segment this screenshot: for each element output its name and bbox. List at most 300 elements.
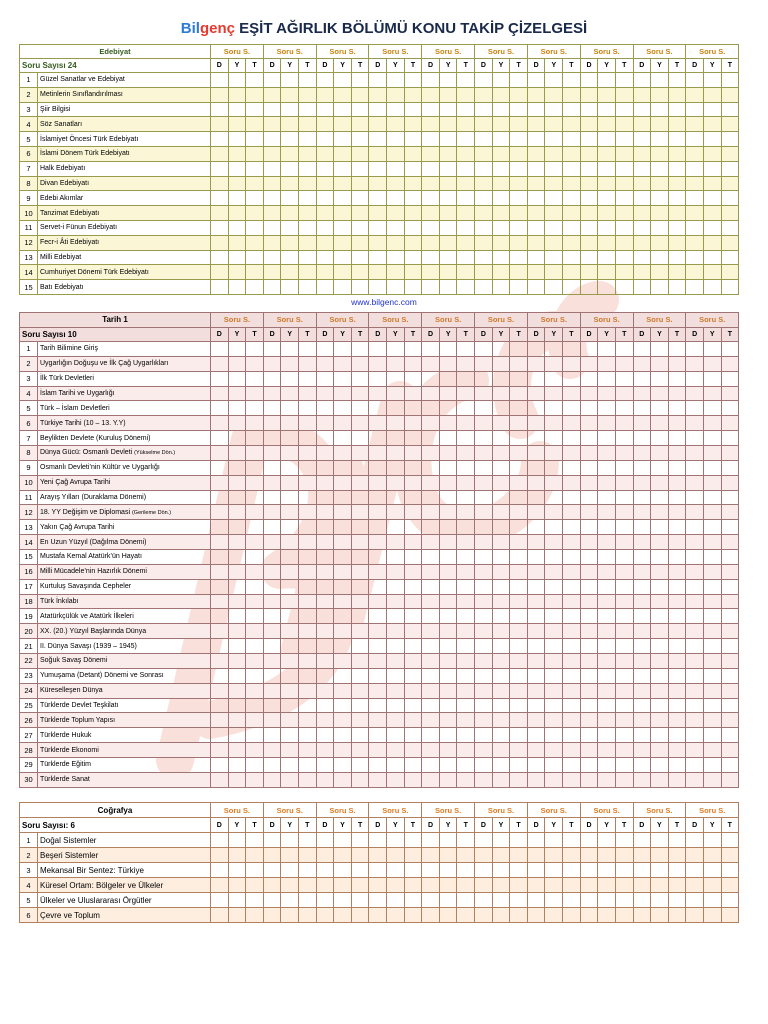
tracking-cell[interactable] [686,863,704,878]
tracking-cell[interactable] [439,505,457,520]
tracking-cell[interactable] [246,431,264,446]
tracking-cell[interactable] [422,609,440,624]
tracking-cell[interactable] [334,161,352,176]
tracking-cell[interactable] [246,490,264,505]
tracking-cell[interactable] [651,206,669,221]
tracking-cell[interactable] [615,550,633,565]
tracking-cell[interactable] [615,250,633,265]
tracking-cell[interactable] [545,356,563,371]
tracking-cell[interactable] [211,401,229,416]
tracking-cell[interactable] [263,908,281,923]
tracking-cell[interactable] [563,132,581,147]
tracking-cell[interactable] [633,579,651,594]
tracking-cell[interactable] [721,654,739,669]
tracking-cell[interactable] [615,833,633,848]
tracking-cell[interactable] [527,639,545,654]
tracking-cell[interactable] [510,550,528,565]
tracking-cell[interactable] [545,176,563,191]
tracking-cell[interactable] [351,683,369,698]
tracking-cell[interactable] [527,460,545,475]
tracking-cell[interactable] [228,446,246,461]
tracking-cell[interactable] [299,535,317,550]
tracking-cell[interactable] [351,191,369,206]
tracking-cell[interactable] [211,146,229,161]
tracking-cell[interactable] [228,743,246,758]
tracking-cell[interactable] [668,848,686,863]
tracking-cell[interactable] [527,102,545,117]
tracking-cell[interactable] [316,176,334,191]
tracking-cell[interactable] [598,550,616,565]
tracking-cell[interactable] [404,446,422,461]
tracking-cell[interactable] [492,475,510,490]
tracking-cell[interactable] [580,505,598,520]
tracking-cell[interactable] [492,371,510,386]
tracking-cell[interactable] [263,235,281,250]
tracking-cell[interactable] [439,863,457,878]
tracking-cell[interactable] [369,624,387,639]
tracking-cell[interactable] [598,863,616,878]
tracking-cell[interactable] [492,460,510,475]
tracking-cell[interactable] [369,490,387,505]
tracking-cell[interactable] [475,280,493,295]
tracking-cell[interactable] [721,564,739,579]
tracking-cell[interactable] [351,863,369,878]
tracking-cell[interactable] [404,505,422,520]
tracking-cell[interactable] [510,191,528,206]
tracking-cell[interactable] [387,848,405,863]
tracking-cell[interactable] [580,446,598,461]
tracking-cell[interactable] [404,579,422,594]
tracking-cell[interactable] [334,146,352,161]
tracking-cell[interactable] [668,356,686,371]
tracking-cell[interactable] [439,371,457,386]
tracking-cell[interactable] [281,161,299,176]
tracking-cell[interactable] [263,475,281,490]
tracking-cell[interactable] [387,520,405,535]
tracking-cell[interactable] [351,624,369,639]
tracking-cell[interactable] [475,833,493,848]
tracking-cell[interactable] [510,520,528,535]
tracking-cell[interactable] [246,564,264,579]
tracking-cell[interactable] [686,564,704,579]
tracking-cell[interactable] [281,594,299,609]
tracking-cell[interactable] [580,520,598,535]
tracking-cell[interactable] [633,683,651,698]
tracking-cell[interactable] [703,73,721,88]
tracking-cell[interactable] [369,460,387,475]
tracking-cell[interactable] [299,176,317,191]
tracking-cell[interactable] [721,505,739,520]
tracking-cell[interactable] [703,743,721,758]
tracking-cell[interactable] [316,893,334,908]
tracking-cell[interactable] [281,668,299,683]
tracking-cell[interactable] [527,758,545,773]
tracking-cell[interactable] [299,191,317,206]
tracking-cell[interactable] [510,87,528,102]
tracking-cell[interactable] [228,280,246,295]
tracking-cell[interactable] [686,102,704,117]
tracking-cell[interactable] [563,87,581,102]
tracking-cell[interactable] [228,342,246,357]
tracking-cell[interactable] [404,146,422,161]
tracking-cell[interactable] [211,579,229,594]
tracking-cell[interactable] [457,624,475,639]
tracking-cell[interactable] [615,446,633,461]
tracking-cell[interactable] [598,280,616,295]
tracking-cell[interactable] [545,654,563,669]
tracking-cell[interactable] [545,564,563,579]
tracking-cell[interactable] [263,460,281,475]
tracking-cell[interactable] [668,579,686,594]
tracking-cell[interactable] [263,446,281,461]
tracking-cell[interactable] [580,878,598,893]
tracking-cell[interactable] [369,848,387,863]
tracking-cell[interactable] [351,176,369,191]
tracking-cell[interactable] [369,132,387,147]
tracking-cell[interactable] [316,579,334,594]
tracking-cell[interactable] [598,520,616,535]
tracking-cell[interactable] [633,460,651,475]
tracking-cell[interactable] [703,342,721,357]
tracking-cell[interactable] [633,446,651,461]
tracking-cell[interactable] [580,356,598,371]
tracking-cell[interactable] [475,132,493,147]
tracking-cell[interactable] [686,250,704,265]
tracking-cell[interactable] [510,579,528,594]
tracking-cell[interactable] [422,550,440,565]
tracking-cell[interactable] [263,772,281,787]
tracking-cell[interactable] [211,772,229,787]
tracking-cell[interactable] [422,579,440,594]
tracking-cell[interactable] [598,490,616,505]
tracking-cell[interactable] [334,758,352,773]
tracking-cell[interactable] [211,863,229,878]
tracking-cell[interactable] [668,713,686,728]
tracking-cell[interactable] [703,356,721,371]
tracking-cell[interactable] [580,87,598,102]
tracking-cell[interactable] [351,401,369,416]
tracking-cell[interactable] [316,460,334,475]
tracking-cell[interactable] [633,535,651,550]
tracking-cell[interactable] [316,220,334,235]
tracking-cell[interactable] [351,609,369,624]
tracking-cell[interactable] [686,668,704,683]
tracking-cell[interactable] [527,475,545,490]
tracking-cell[interactable] [281,250,299,265]
tracking-cell[interactable] [351,594,369,609]
tracking-cell[interactable] [404,624,422,639]
tracking-cell[interactable] [545,265,563,280]
tracking-cell[interactable] [633,416,651,431]
tracking-cell[interactable] [263,683,281,698]
tracking-cell[interactable] [281,579,299,594]
tracking-cell[interactable] [299,73,317,88]
tracking-cell[interactable] [422,772,440,787]
tracking-cell[interactable] [492,758,510,773]
tracking-cell[interactable] [457,908,475,923]
tracking-cell[interactable] [475,594,493,609]
tracking-cell[interactable] [404,371,422,386]
tracking-cell[interactable] [299,505,317,520]
tracking-cell[interactable] [299,446,317,461]
tracking-cell[interactable] [387,416,405,431]
tracking-cell[interactable] [422,87,440,102]
tracking-cell[interactable] [387,535,405,550]
tracking-cell[interactable] [475,220,493,235]
tracking-cell[interactable] [457,848,475,863]
tracking-cell[interactable] [475,609,493,624]
tracking-cell[interactable] [281,87,299,102]
tracking-cell[interactable] [651,146,669,161]
tracking-cell[interactable] [598,535,616,550]
tracking-cell[interactable] [475,848,493,863]
tracking-cell[interactable] [686,772,704,787]
tracking-cell[interactable] [545,728,563,743]
tracking-cell[interactable] [703,668,721,683]
tracking-cell[interactable] [598,235,616,250]
tracking-cell[interactable] [387,833,405,848]
tracking-cell[interactable] [598,833,616,848]
tracking-cell[interactable] [686,878,704,893]
tracking-cell[interactable] [439,342,457,357]
tracking-cell[interactable] [668,728,686,743]
tracking-cell[interactable] [668,654,686,669]
tracking-cell[interactable] [633,371,651,386]
tracking-cell[interactable] [580,893,598,908]
tracking-cell[interactable] [334,908,352,923]
tracking-cell[interactable] [527,401,545,416]
tracking-cell[interactable] [299,878,317,893]
tracking-cell[interactable] [211,416,229,431]
tracking-cell[interactable] [369,206,387,221]
tracking-cell[interactable] [598,893,616,908]
tracking-cell[interactable] [228,490,246,505]
tracking-cell[interactable] [211,624,229,639]
tracking-cell[interactable] [404,698,422,713]
tracking-cell[interactable] [721,490,739,505]
tracking-cell[interactable] [316,342,334,357]
tracking-cell[interactable] [545,639,563,654]
tracking-cell[interactable] [334,848,352,863]
tracking-cell[interactable] [281,564,299,579]
tracking-cell[interactable] [721,250,739,265]
tracking-cell[interactable] [475,490,493,505]
tracking-cell[interactable] [316,520,334,535]
tracking-cell[interactable] [703,220,721,235]
tracking-cell[interactable] [475,772,493,787]
tracking-cell[interactable] [475,356,493,371]
tracking-cell[interactable] [580,342,598,357]
tracking-cell[interactable] [387,161,405,176]
tracking-cell[interactable] [563,728,581,743]
tracking-cell[interactable] [369,668,387,683]
tracking-cell[interactable] [263,550,281,565]
tracking-cell[interactable] [228,728,246,743]
tracking-cell[interactable] [439,713,457,728]
tracking-cell[interactable] [563,280,581,295]
tracking-cell[interactable] [404,833,422,848]
tracking-cell[interactable] [686,609,704,624]
tracking-cell[interactable] [475,460,493,475]
tracking-cell[interactable] [281,654,299,669]
tracking-cell[interactable] [668,863,686,878]
tracking-cell[interactable] [545,87,563,102]
tracking-cell[interactable] [580,535,598,550]
tracking-cell[interactable] [510,117,528,132]
tracking-cell[interactable] [527,743,545,758]
tracking-cell[interactable] [387,460,405,475]
tracking-cell[interactable] [316,624,334,639]
tracking-cell[interactable] [439,908,457,923]
tracking-cell[interactable] [580,161,598,176]
tracking-cell[interactable] [246,728,264,743]
tracking-cell[interactable] [527,356,545,371]
tracking-cell[interactable] [457,893,475,908]
tracking-cell[interactable] [387,73,405,88]
tracking-cell[interactable] [721,386,739,401]
tracking-cell[interactable] [545,132,563,147]
tracking-cell[interactable] [598,743,616,758]
tracking-cell[interactable] [246,639,264,654]
tracking-cell[interactable] [334,609,352,624]
tracking-cell[interactable] [404,878,422,893]
tracking-cell[interactable] [457,87,475,102]
tracking-cell[interactable] [439,191,457,206]
tracking-cell[interactable] [686,728,704,743]
tracking-cell[interactable] [651,250,669,265]
tracking-cell[interactable] [211,535,229,550]
tracking-cell[interactable] [721,893,739,908]
tracking-cell[interactable] [492,191,510,206]
tracking-cell[interactable] [580,416,598,431]
tracking-cell[interactable] [246,132,264,147]
tracking-cell[interactable] [580,371,598,386]
tracking-cell[interactable] [598,416,616,431]
tracking-cell[interactable] [668,446,686,461]
tracking-cell[interactable] [369,550,387,565]
tracking-cell[interactable] [598,446,616,461]
tracking-cell[interactable] [404,490,422,505]
tracking-cell[interactable] [721,371,739,386]
tracking-cell[interactable] [369,579,387,594]
tracking-cell[interactable] [334,356,352,371]
tracking-cell[interactable] [246,863,264,878]
tracking-cell[interactable] [475,728,493,743]
tracking-cell[interactable] [598,639,616,654]
tracking-cell[interactable] [351,550,369,565]
tracking-cell[interactable] [281,280,299,295]
tracking-cell[interactable] [545,535,563,550]
tracking-cell[interactable] [211,713,229,728]
tracking-cell[interactable] [703,87,721,102]
tracking-cell[interactable] [263,698,281,713]
tracking-cell[interactable] [246,713,264,728]
tracking-cell[interactable] [316,102,334,117]
tracking-cell[interactable] [615,401,633,416]
tracking-cell[interactable] [281,848,299,863]
tracking-cell[interactable] [492,639,510,654]
tracking-cell[interactable] [334,73,352,88]
tracking-cell[interactable] [721,713,739,728]
tracking-cell[interactable] [510,280,528,295]
tracking-cell[interactable] [668,878,686,893]
tracking-cell[interactable] [281,698,299,713]
tracking-cell[interactable] [281,416,299,431]
tracking-cell[interactable] [563,594,581,609]
tracking-cell[interactable] [527,250,545,265]
tracking-cell[interactable] [263,206,281,221]
tracking-cell[interactable] [686,743,704,758]
tracking-cell[interactable] [299,431,317,446]
tracking-cell[interactable] [545,579,563,594]
tracking-cell[interactable] [457,431,475,446]
tracking-cell[interactable] [351,833,369,848]
tracking-cell[interactable] [721,87,739,102]
tracking-cell[interactable] [510,146,528,161]
tracking-cell[interactable] [563,654,581,669]
tracking-cell[interactable] [246,833,264,848]
tracking-cell[interactable] [211,758,229,773]
tracking-cell[interactable] [563,460,581,475]
tracking-cell[interactable] [246,446,264,461]
tracking-cell[interactable] [721,863,739,878]
tracking-cell[interactable] [686,206,704,221]
tracking-cell[interactable] [351,490,369,505]
tracking-cell[interactable] [510,758,528,773]
tracking-cell[interactable] [598,206,616,221]
tracking-cell[interactable] [721,683,739,698]
tracking-cell[interactable] [439,848,457,863]
tracking-cell[interactable] [334,132,352,147]
tracking-cell[interactable] [263,146,281,161]
tracking-cell[interactable] [527,550,545,565]
tracking-cell[interactable] [527,579,545,594]
tracking-cell[interactable] [651,743,669,758]
tracking-cell[interactable] [334,579,352,594]
tracking-cell[interactable] [703,698,721,713]
tracking-cell[interactable] [492,490,510,505]
tracking-cell[interactable] [703,446,721,461]
tracking-cell[interactable] [457,235,475,250]
tracking-cell[interactable] [316,505,334,520]
tracking-cell[interactable] [651,893,669,908]
tracking-cell[interactable] [545,772,563,787]
tracking-cell[interactable] [492,73,510,88]
tracking-cell[interactable] [686,73,704,88]
tracking-cell[interactable] [545,475,563,490]
tracking-cell[interactable] [351,431,369,446]
tracking-cell[interactable] [651,639,669,654]
tracking-cell[interactable] [651,758,669,773]
tracking-cell[interactable] [633,176,651,191]
tracking-cell[interactable] [351,908,369,923]
tracking-cell[interactable] [351,475,369,490]
tracking-cell[interactable] [545,250,563,265]
tracking-cell[interactable] [439,235,457,250]
tracking-cell[interactable] [492,117,510,132]
tracking-cell[interactable] [580,117,598,132]
tracking-cell[interactable] [404,728,422,743]
tracking-cell[interactable] [369,683,387,698]
tracking-cell[interactable] [351,460,369,475]
tracking-cell[interactable] [351,728,369,743]
tracking-cell[interactable] [369,505,387,520]
tracking-cell[interactable] [422,639,440,654]
tracking-cell[interactable] [404,431,422,446]
tracking-cell[interactable] [334,490,352,505]
tracking-cell[interactable] [721,848,739,863]
tracking-cell[interactable] [439,564,457,579]
